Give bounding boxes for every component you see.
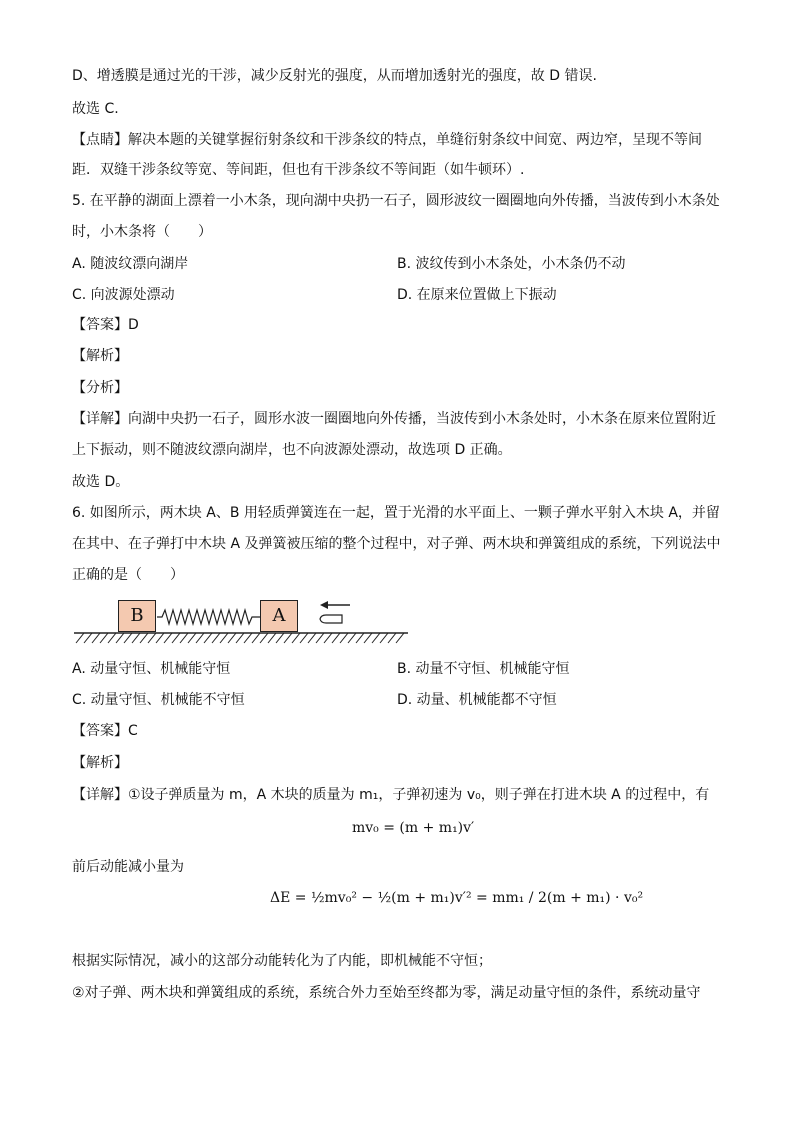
spring bbox=[157, 610, 260, 624]
q6-option-d: D. 动量、机械能都不守恒 bbox=[397, 692, 557, 708]
physics-figure bbox=[72, 595, 412, 647]
question-6-stem: 6. 如图所示，两木块 A、B 用轻质弹簧连在一起，置于光滑的水平面上、一颗子弹水平射入木块 A，并留 bbox=[72, 505, 720, 521]
q5-option-a: A. 随波纹漂向湖岸 bbox=[72, 256, 189, 272]
momentum-equation bbox=[352, 820, 474, 836]
q5-option-c: C. 向波源处漂动 bbox=[72, 287, 175, 303]
conclusion-line: 根据实际情况，减小的这部分动能转化为了内能，即机械能不守恒； bbox=[72, 953, 492, 969]
answer-label: 【答案】C bbox=[72, 723, 138, 739]
q6-option-b: B. 动量不守恒、机械能守恒 bbox=[397, 661, 570, 677]
question-5-stem: 5. 在平静的湖面上漂着一小木条，现向湖中央扔一石子，圆形波纹一圈圈地向外传播，当波传到小木条处 bbox=[72, 193, 720, 209]
selection-line: 故选 D。 bbox=[72, 474, 130, 490]
detail-line: 上下振动，则不随波纹漂向湖岸，也不向波源处漂动，故选项 D 正确。 bbox=[72, 442, 512, 458]
note-line: 距．双缝干涉条纹等宽、等间距，但也有干涉条纹不等间距（如牛顿环）. bbox=[72, 162, 525, 178]
analysis-label: 【解析】 bbox=[72, 755, 128, 771]
block-a: A bbox=[260, 600, 298, 632]
q5-option-d: D. 在原来位置做上下振动 bbox=[397, 287, 557, 303]
detail-line: 【详解】向湖中央扔一石子，圆形水波一圈圈地向外传播，当波传到小木条处时，小木条在原来位置附近 bbox=[72, 411, 716, 427]
momentum-equation-text: mv₀ = (m + m₁)v′ bbox=[352, 820, 475, 836]
bullet bbox=[320, 615, 342, 623]
text-line: 故选 C. bbox=[72, 101, 119, 117]
energy-equation-text: ΔE = ½mv₀² − ½(m + m₁)v′² = mm₁ / 2(m + m₁) · v₀² bbox=[270, 890, 644, 906]
arrow-head bbox=[320, 601, 328, 609]
detail-line: 【详解】①设子弹质量为 m，A 木块的质量为 m₁，子弹初速为 v₀，则子弹在打进木块 A 的过程中，有 bbox=[72, 787, 710, 803]
question-5-stem: 时，小木条将（ ） bbox=[72, 224, 212, 240]
q5-option-b: B. 波纹传到小木条处，小木条仍不动 bbox=[397, 256, 626, 272]
q6-option-c: C. 动量守恒、机械能不守恒 bbox=[72, 692, 245, 708]
block-b: B bbox=[118, 600, 156, 632]
energy-equation bbox=[270, 890, 643, 906]
analysis-label: 【分析】 bbox=[72, 380, 128, 396]
question-6-stem: 正确的是（ ） bbox=[72, 567, 184, 583]
note-line: 【点睛】解决本题的关键掌握衍射条纹和干涉条纹的特点，单缝衍射条纹中间宽、两边窄，呈现不等间 bbox=[72, 132, 702, 148]
conclusion-line: ②对子弹、两木块和弹簧组成的系统，系统合外力至始至终都为零，满足动量守恒的条件，系统动量守 bbox=[72, 985, 701, 1001]
analysis-label: 【解析】 bbox=[72, 348, 128, 364]
q6-option-a: A. 动量守恒、机械能守恒 bbox=[72, 661, 231, 677]
text-line: 前后动能减小量为 bbox=[72, 859, 184, 875]
text-line: D、增透膜是通过光的干涉，减少反射光的强度，从而增加透射光的强度，故 D 错误. bbox=[72, 68, 597, 84]
answer-label: 【答案】D bbox=[72, 317, 139, 333]
ground-hatch bbox=[76, 633, 404, 643]
question-6-stem: 在其中、在子弹打中木块 A 及弹簧被压缩的整个过程中，对子弹、两木块和弹簧组成的系统，下列说法中 bbox=[72, 536, 721, 552]
